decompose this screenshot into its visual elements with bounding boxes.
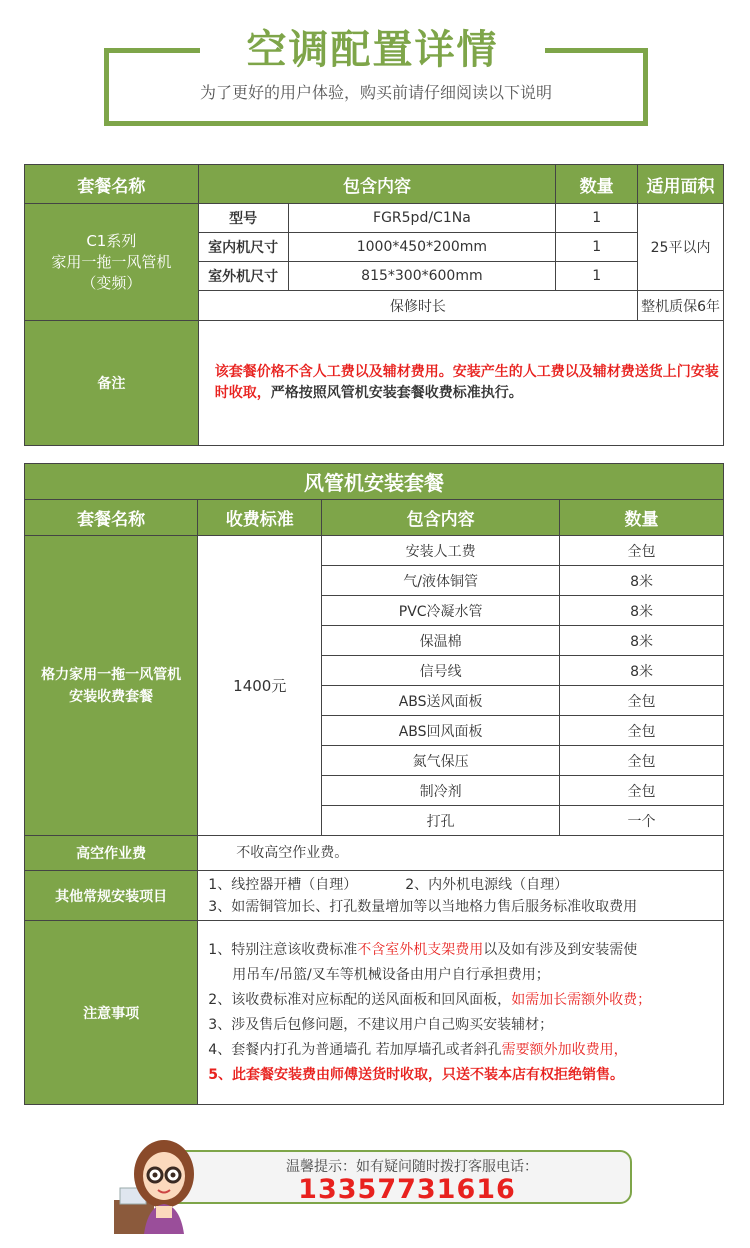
package-line2: 家用一拖一风管机 <box>51 252 172 271</box>
note-2-red: 如需加长需额外收费； <box>511 991 652 1008</box>
package-line3: （变频） <box>81 273 142 292</box>
item-qty: 8米 <box>560 566 724 596</box>
header-line-left <box>104 48 200 53</box>
item-name: PVC冷凝水管 <box>322 596 560 626</box>
item-qty: 8米 <box>560 596 724 626</box>
high-value: 不收高空作业费。 <box>198 836 724 871</box>
install-package-line2: 安装收费套餐 <box>69 688 154 705</box>
config-table <box>24 164 724 446</box>
row-value: FGR5pd/C1Na <box>288 204 556 233</box>
col-qty: 数量 <box>560 500 724 536</box>
item-qty: 全包 <box>560 716 724 746</box>
item-name: 保温棉 <box>322 626 560 656</box>
col-package: 套餐名称 <box>25 165 199 204</box>
item-qty: 全包 <box>560 536 724 566</box>
warranty-value: 整机质保6年 <box>638 291 724 321</box>
install-title: 风管机安装套餐 <box>25 464 724 500</box>
note-1a: 1、特别注意该收费标准 <box>208 941 358 958</box>
package-name-cell <box>25 204 199 321</box>
warranty-label: 保修时长 <box>198 291 637 321</box>
item-name: ABS回风面板 <box>322 716 560 746</box>
other-item-1: 1、线控器开槽（自理） <box>208 876 358 893</box>
remark-label: 备注 <box>25 321 199 446</box>
item-name: 氮气保压 <box>322 746 560 776</box>
item-qty: 8米 <box>560 656 724 686</box>
notes-cell <box>198 921 724 1105</box>
note-1-red: 不含室外机支架费用 <box>357 941 484 958</box>
item-qty: 全包 <box>560 776 724 806</box>
note-1b: 以及如有涉及到安装需使 <box>483 941 638 958</box>
other-item-2: 2、内外机电源线（自理） <box>405 876 569 893</box>
item-qty: 全包 <box>560 746 724 776</box>
header-line-right <box>545 48 648 53</box>
row-label: 室内机尺寸 <box>198 233 288 262</box>
note-4-red: 需要额外加收费用， <box>501 1041 628 1058</box>
notes-label: 注意事项 <box>25 921 198 1105</box>
col-content: 包含内容 <box>322 500 560 536</box>
note-3: 3、涉及售后包修问题，不建议用户自己购买安装辅材； <box>208 1016 554 1033</box>
col-fee: 收费标准 <box>198 500 322 536</box>
install-package-cell <box>25 536 198 836</box>
row-value: 815*300*600mm <box>288 262 556 291</box>
item-name: 制冷剂 <box>322 776 560 806</box>
area-cell: 25平以内 <box>638 204 724 291</box>
install-package-line1: 格力家用一拖一风管机 <box>41 666 182 683</box>
other-label: 其他常规安装项目 <box>25 871 198 921</box>
row-value: 1000*450*200mm <box>288 233 556 262</box>
item-qty: 一个 <box>560 806 724 836</box>
page-subtitle: 为了更好的用户体验，购买前请仔细阅读以下说明 <box>199 83 552 102</box>
package-line1: C1系列 <box>86 231 137 250</box>
row-qty: 1 <box>556 233 638 262</box>
other-item-3: 3、如需铜管加长、打孔数量增加等以当地格力售后服务标准收取费用 <box>208 898 638 915</box>
row-label: 型号 <box>198 204 288 233</box>
row-label: 室外机尺寸 <box>198 262 288 291</box>
item-name: 气/液体铜管 <box>322 566 560 596</box>
page-title: 空调配置详情 <box>246 27 499 73</box>
high-label: 高空作业费 <box>25 836 198 871</box>
item-name: 安装人工费 <box>322 536 560 566</box>
row-qty: 1 <box>556 262 638 291</box>
item-name: 打孔 <box>322 806 560 836</box>
item-name: 信号线 <box>322 656 560 686</box>
col-qty: 数量 <box>556 165 638 204</box>
fee-cell: 1400元 <box>198 536 322 836</box>
other-cell <box>198 871 724 921</box>
tip-label: 温馨提示：如有疑问随时拨打客服电话： <box>286 1159 538 1175</box>
col-area: 适用面积 <box>638 165 724 204</box>
col-content: 包含内容 <box>198 165 556 204</box>
service-phone: 13357731616 <box>298 1174 516 1205</box>
col-package: 套餐名称 <box>25 500 198 536</box>
item-qty: 全包 <box>560 686 724 716</box>
row-qty: 1 <box>556 204 638 233</box>
remark-black-text: 严格按照风管机安装套餐收费标准执行。 <box>270 385 523 401</box>
remark-red-text: 该套餐价格不含人工费以及辅材费用。安装产生的人工费以及辅材费送货上门安装时收取， <box>214 364 719 401</box>
install-table <box>24 463 724 1105</box>
item-qty: 8米 <box>560 626 724 656</box>
remark-cell <box>198 321 723 446</box>
note-1c: 用吊车/吊篮/叉车等机械设备由用户自行承担费用； <box>232 966 550 983</box>
note-4a: 4、套餐内打孔为普通墙孔 若加厚墙孔或者斜孔 <box>208 1041 502 1058</box>
note-5: 5、此套餐安装费由师傅送货时收取，只送不装本店有权拒绝销售。 <box>208 1066 625 1083</box>
note-2a: 2、该收费标准对应标配的送风面板和回风面板， <box>208 991 512 1008</box>
item-name: ABS送风面板 <box>322 686 560 716</box>
